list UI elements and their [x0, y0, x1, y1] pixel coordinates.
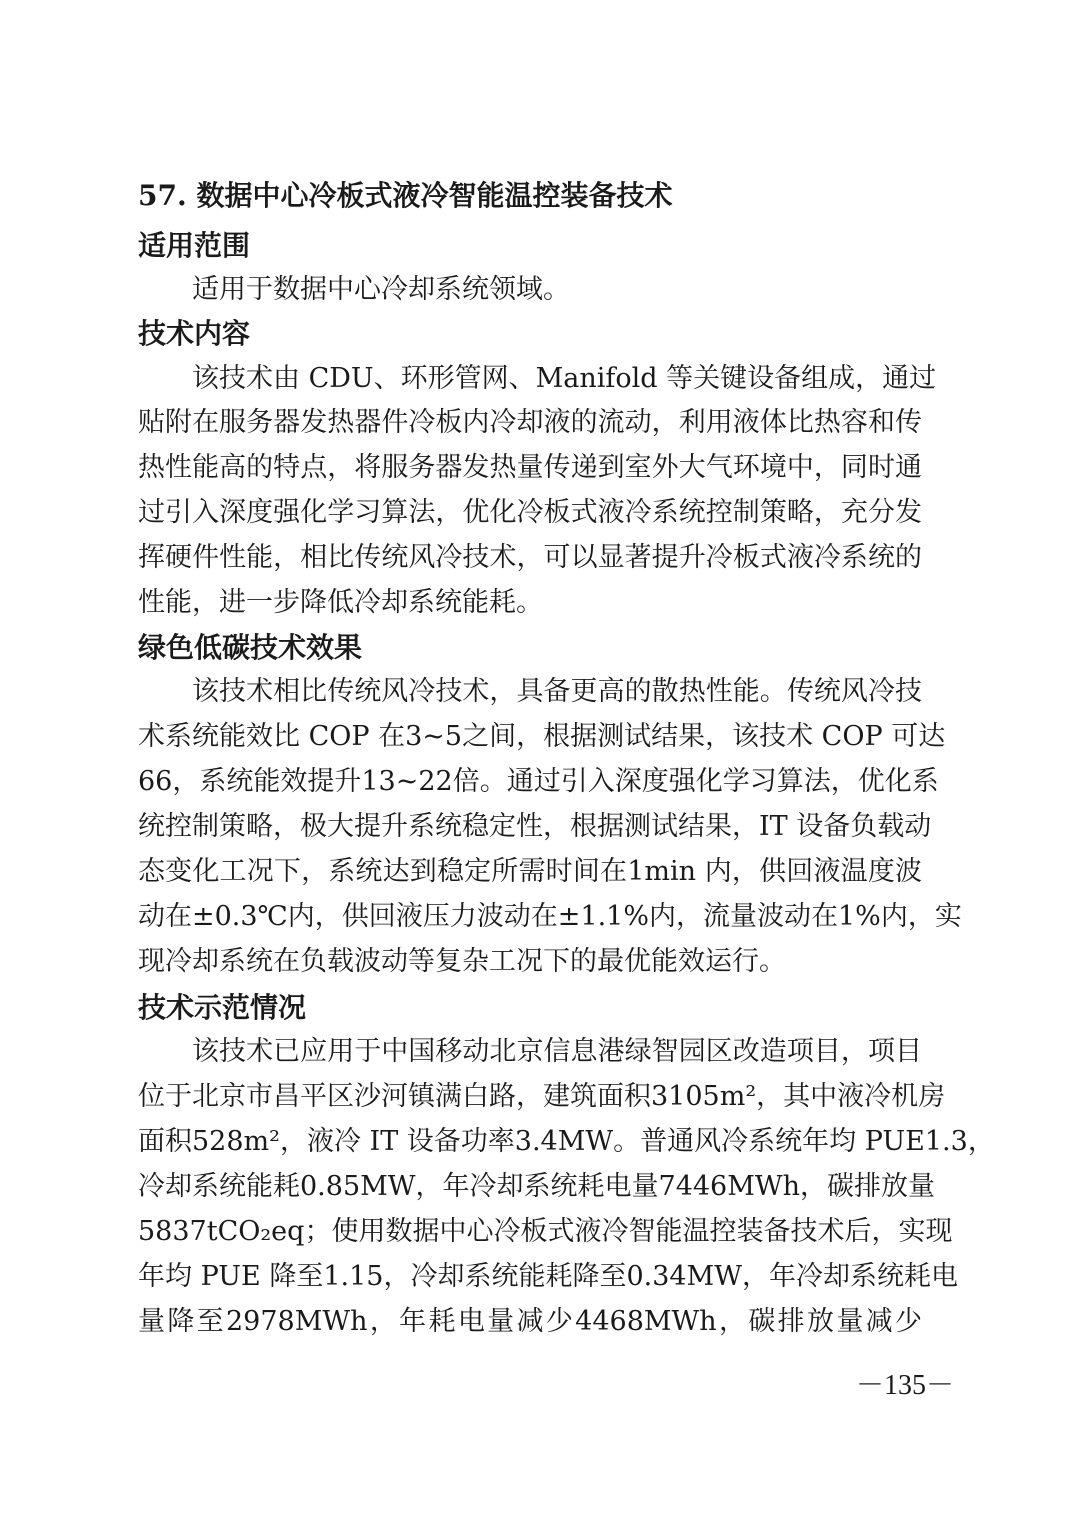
paragraph-line: 态变化工况下，系统达到稳定所需时间在1min 内，供回液温度波	[138, 856, 922, 887]
section-heading-demonstration: 技术示范情况	[138, 991, 307, 1024]
paragraph-line: 5837tCO₂eq；使用数据中心冷板式液冷智能温控装备技术后，实现	[138, 1216, 953, 1247]
paragraph-line: 热性能高的特点，将服务器发热量传递到室外大气环境中，同时通	[138, 452, 922, 483]
page-number: －135－	[856, 1370, 955, 1401]
paragraph-line: 该技术相比传统风冷技术，具备更高的散热性能。传统风冷技	[192, 676, 922, 707]
section-heading-effect: 绿色低碳技术效果	[138, 631, 363, 664]
paragraph-line: 面积528m²，液冷 IT 设备功率3.4MW。普通风冷系统年均 PUE1.3，	[138, 1126, 995, 1157]
paragraph-line: 适用于数据中心冷却系统领域。	[192, 274, 570, 305]
paragraph-line: 贴附在服务器发热器件冷板内冷却液的流动，利用液体比热容和传	[138, 407, 922, 438]
paragraph-line: 现冷却系统在负载波动等复杂工况下的最优能效运行。	[138, 946, 786, 977]
paragraph-line: 冷却系统能耗0.85MW，年冷却系统耗电量7446MWh，碳排放量	[138, 1171, 936, 1202]
paragraph-line: 该技术由 CDU、环形管网、Manifold 等关键设备组成，通过	[192, 363, 937, 394]
paragraph-line: 该技术已应用于中国移动北京信息港绿智园区改造项目，项目	[192, 1036, 922, 1067]
document-title: 57. 数据中心冷板式液冷智能温控装备技术	[138, 179, 673, 212]
paragraph-line: 位于北京市昌平区沙河镇满白路，建筑面积3105m²，其中液冷机房	[138, 1081, 946, 1112]
paragraph-line: 动在±0.3℃内，供回液压力波动在±1.1%内，流量波动在1%内，实	[138, 901, 962, 932]
section-heading-scope: 适用范围	[138, 229, 251, 262]
section-heading-content: 技术内容	[138, 317, 251, 350]
paragraph-line: 统控制策略，极大提升系统稳定性，根据测试结果，IT 设备负载动	[138, 811, 932, 842]
paragraph-line: 术系统能效比 COP 在3~5之间，根据测试结果，该技术 COP 可达	[138, 721, 946, 752]
paragraph-line: 66，系统能效提升13~22倍。通过引入深度强化学习算法，优化系	[138, 766, 939, 797]
paragraph-line: 量降至2978MWh，年耗电量减少4468MWh，碳排放量减少	[138, 1306, 922, 1337]
paragraph-line: 年均 PUE 降至1.15，冷却系统能耗降至0.34MW，年冷却系统耗电	[138, 1261, 958, 1292]
paragraph-line: 过引入深度强化学习算法，优化冷板式液冷系统控制策略，充分发	[138, 497, 922, 528]
paragraph-line: 性能，进一步降低冷却系统能耗。	[138, 587, 543, 618]
paragraph-line: 挥硬件性能，相比传统风冷技术，可以显著提升冷板式液冷系统的	[138, 542, 922, 573]
